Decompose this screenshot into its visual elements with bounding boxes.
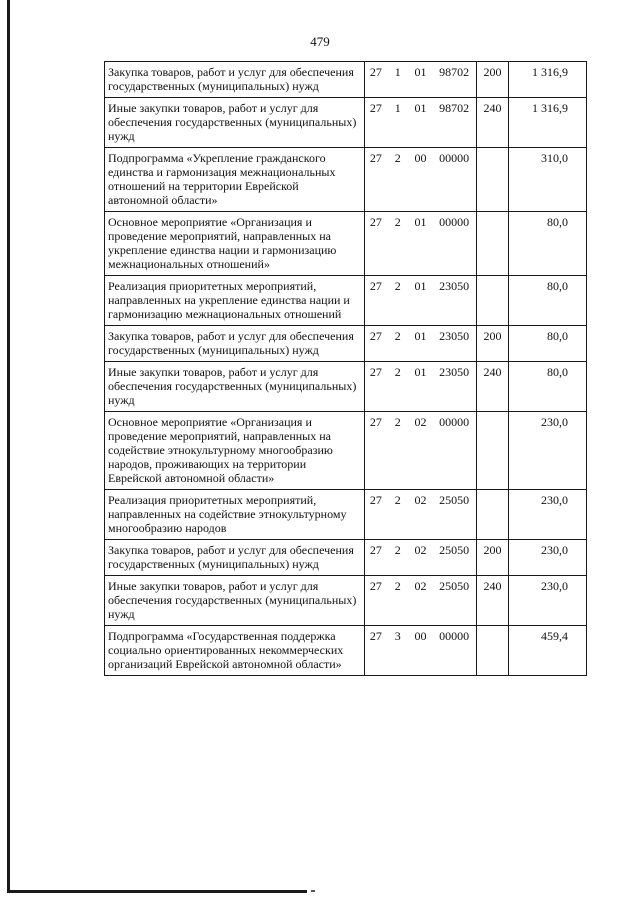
event-code: 02: [414, 579, 427, 593]
table-row: [105, 62, 587, 98]
event-code: 01: [414, 65, 427, 79]
direction-code: 25050: [439, 543, 470, 557]
subprogram-code: 2: [394, 579, 401, 593]
program-code: 27: [369, 215, 382, 229]
subprogram-code: 2: [394, 151, 401, 165]
program-code: 27: [369, 151, 382, 165]
program-code: 27: [369, 65, 382, 79]
row-name: Иные закупки товаров, работ и услуг для обеспечения государственных (муниципальных) нужд: [105, 576, 365, 626]
table-row: [105, 326, 587, 362]
direction-code: 00000: [439, 151, 470, 165]
table-row: [105, 490, 587, 540]
row-name: Иные закупки товаров, работ и услуг для обеспечения государственных (муниципальных) нужд: [105, 98, 365, 148]
event-code: 01: [414, 215, 427, 229]
row-name: Подпрограмма «Укрепление гражданского единства и гармонизация межнациональных отношений на территории Еврейской автономной области»: [105, 148, 365, 212]
subprogram-code: 2: [394, 279, 401, 293]
amount: 80,0: [509, 362, 587, 412]
expense-type-code: [477, 412, 509, 490]
amount: 80,0: [509, 326, 587, 362]
scan-border-bottom: [7, 890, 307, 893]
event-code: 01: [414, 365, 427, 379]
direction-code: 23050: [439, 279, 470, 293]
expense-type-code: 240: [477, 576, 509, 626]
subprogram-code: 1: [394, 65, 401, 79]
event-code: 01: [414, 329, 427, 343]
page-number: 479: [310, 34, 330, 49]
budget-table-body: [105, 62, 587, 676]
expense-type-code: 200: [477, 62, 509, 98]
row-name: Закупка товаров, работ и услуг для обеспечения государственных (муниципальных) нужд: [105, 540, 365, 576]
target-article-code: [365, 326, 477, 362]
event-code: 00: [414, 151, 427, 165]
program-code: 27: [369, 365, 382, 379]
subprogram-code: 1: [394, 101, 401, 115]
expense-type-code: [477, 490, 509, 540]
subprogram-code: 2: [394, 415, 401, 429]
target-article-code: [365, 626, 477, 676]
expense-type-code: 240: [477, 98, 509, 148]
row-name: Закупка товаров, работ и услуг для обеспечения государственных (муниципальных) нужд: [105, 62, 365, 98]
program-code: 27: [369, 493, 382, 507]
expense-type-code: [477, 148, 509, 212]
program-code: 27: [369, 543, 382, 557]
program-code: 27: [369, 329, 382, 343]
amount: 80,0: [509, 276, 587, 326]
amount: 80,0: [509, 212, 587, 276]
table-row: [105, 626, 587, 676]
scan-border-left: [7, 0, 10, 893]
amount: 1 316,9: [509, 62, 587, 98]
direction-code: 25050: [439, 493, 470, 507]
row-name: Закупка товаров, работ и услуг для обеспечения государственных (муниципальных) нужд: [105, 326, 365, 362]
expense-type-code: 200: [477, 326, 509, 362]
direction-code: 98702: [439, 101, 470, 115]
subprogram-code: 2: [394, 329, 401, 343]
table-row: [105, 148, 587, 212]
target-article-code: [365, 62, 477, 98]
event-code: 01: [414, 279, 427, 293]
direction-code: 23050: [439, 365, 470, 379]
event-code: 02: [414, 415, 427, 429]
amount: 310,0: [509, 148, 587, 212]
target-article-code: [365, 412, 477, 490]
expense-type-code: [477, 276, 509, 326]
expense-type-code: 200: [477, 540, 509, 576]
program-code: 27: [369, 629, 382, 643]
table-row: [105, 576, 587, 626]
target-article-code: [365, 148, 477, 212]
amount: 230,0: [509, 576, 587, 626]
target-article-code: [365, 540, 477, 576]
direction-code: 00000: [439, 215, 470, 229]
target-article-code: [365, 362, 477, 412]
direction-code: 98702: [439, 65, 470, 79]
table-row: [105, 412, 587, 490]
subprogram-code: 2: [394, 365, 401, 379]
row-name: Основное мероприятие «Организация и проведение мероприятий, направленных на укрепление единства нации и гармонизацию межнациональных отношений»: [105, 212, 365, 276]
subprogram-code: 3: [394, 629, 401, 643]
target-article-code: [365, 490, 477, 540]
target-article-code: [365, 98, 477, 148]
amount: 230,0: [509, 490, 587, 540]
direction-code: 00000: [439, 415, 470, 429]
subprogram-code: 2: [394, 493, 401, 507]
event-code: 02: [414, 493, 427, 507]
target-article-code: [365, 576, 477, 626]
table-row: [105, 212, 587, 276]
subprogram-code: 2: [394, 543, 401, 557]
expense-type-code: [477, 212, 509, 276]
direction-code: 00000: [439, 629, 470, 643]
row-name: Подпрограмма «Государственная поддержка социально ориентированных некоммерческих организаций Еврейской автономной области»: [105, 626, 365, 676]
program-code: 27: [369, 415, 382, 429]
row-name: Реализация приоритетных мероприятий, направленных на содействие этнокультурному многообразию народов: [105, 490, 365, 540]
row-name: Реализация приоритетных мероприятий, направленных на укрепление единства нации и гармонизацию межнациональных отношений: [105, 276, 365, 326]
target-article-code: [365, 212, 477, 276]
table-row: [105, 98, 587, 148]
amount: 230,0: [509, 412, 587, 490]
amount: 459,4: [509, 626, 587, 676]
table-row: [105, 540, 587, 576]
program-code: 27: [369, 279, 382, 293]
program-code: 27: [369, 101, 382, 115]
direction-code: 23050: [439, 329, 470, 343]
event-code: 02: [414, 543, 427, 557]
event-code: 00: [414, 629, 427, 643]
amount: 1 316,9: [509, 98, 587, 148]
amount: 230,0: [509, 540, 587, 576]
target-article-code: [365, 276, 477, 326]
direction-code: 25050: [439, 579, 470, 593]
budget-table: [104, 61, 587, 676]
table-row: [105, 276, 587, 326]
scan-speck: [311, 890, 315, 892]
subprogram-code: 2: [394, 215, 401, 229]
event-code: 01: [414, 101, 427, 115]
expense-type-code: [477, 626, 509, 676]
row-name: Иные закупки товаров, работ и услуг для обеспечения государственных (муниципальных) нужд: [105, 362, 365, 412]
row-name: Основное мероприятие «Организация и проведение мероприятий, направленных на содействие этнокультурному многообразию народов, проживающих на территории Еврейской автономной области»: [105, 412, 365, 490]
table-row: [105, 362, 587, 412]
program-code: 27: [369, 579, 382, 593]
expense-type-code: 240: [477, 362, 509, 412]
